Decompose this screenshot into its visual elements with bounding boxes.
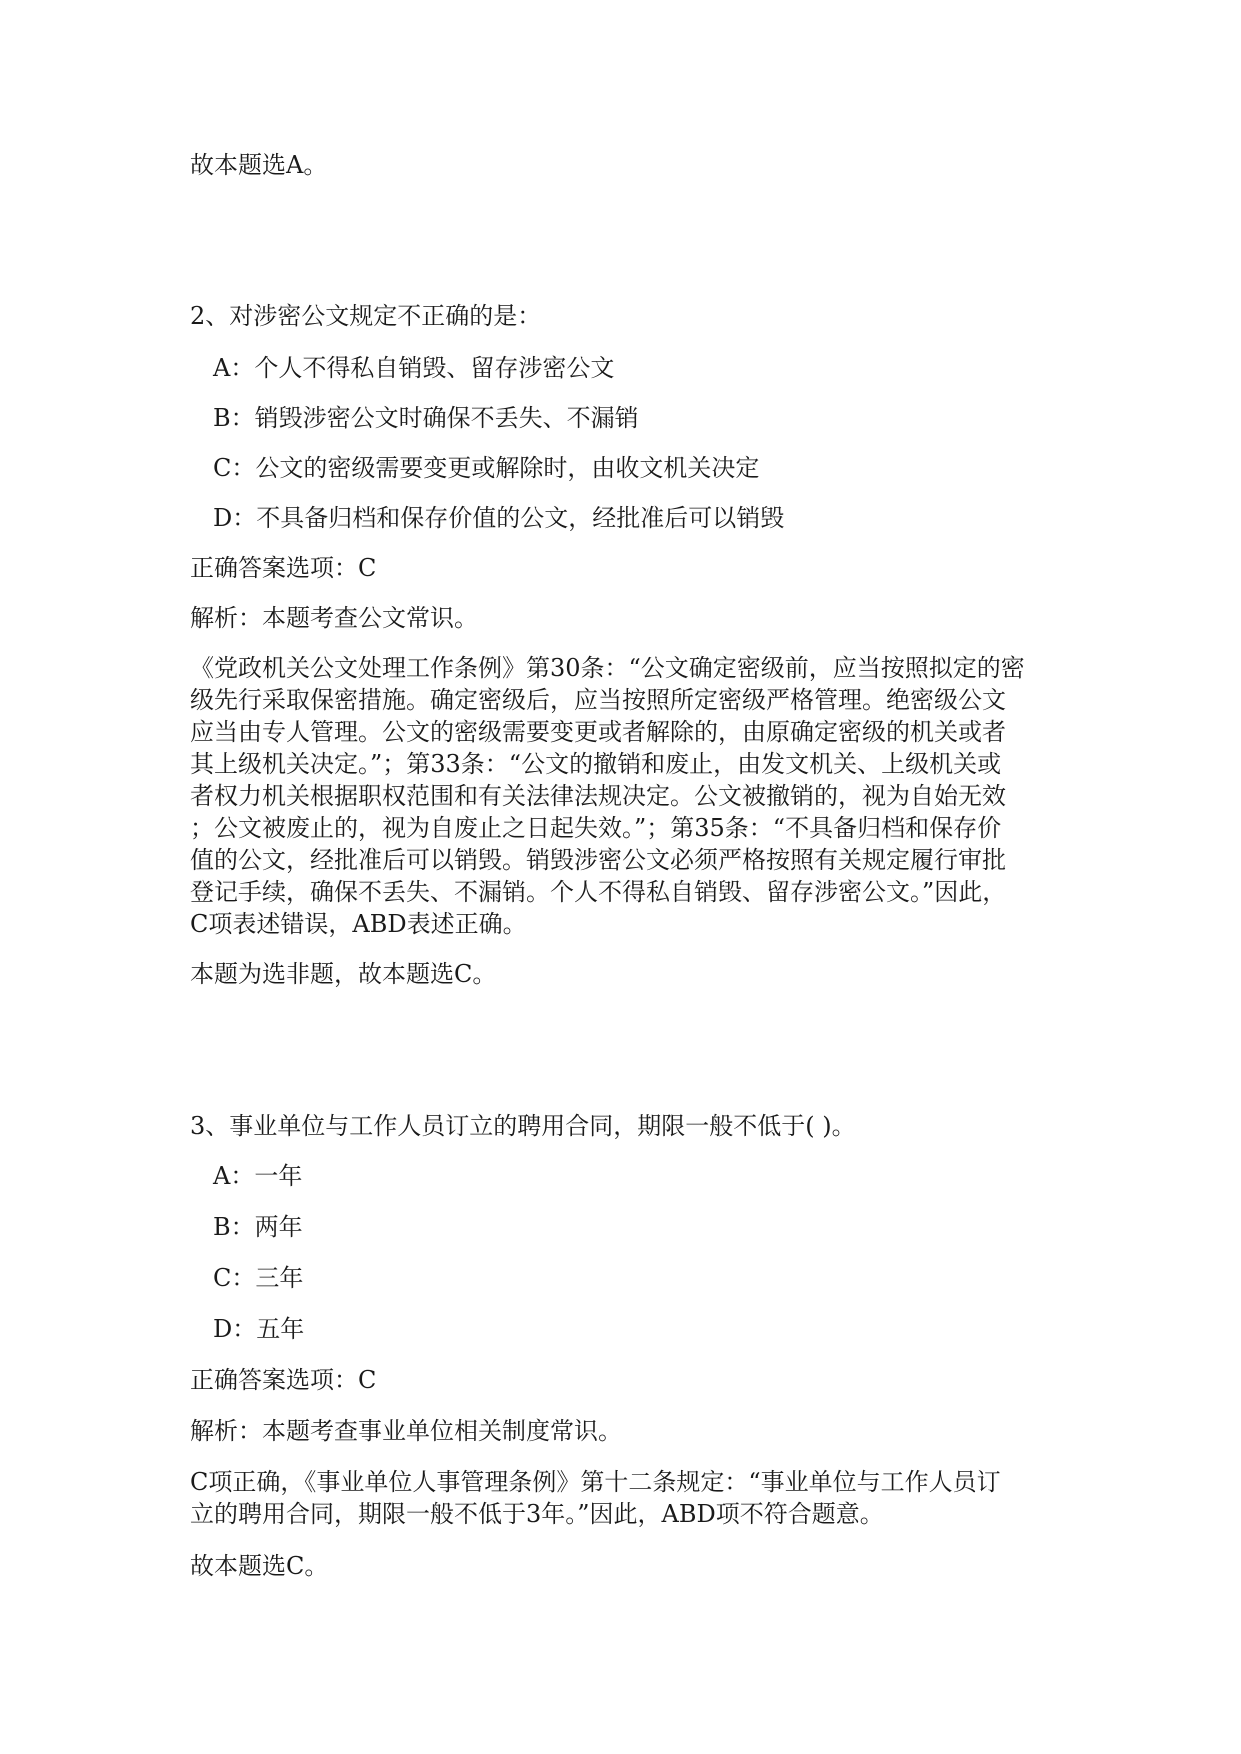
question-2-analysis-line: 登记手续，确保不丢失、不漏销。个人不得私自销毁、留存涉密公文。”因此，: [190, 878, 1007, 906]
question-2-answer: 正确答案选项：C: [190, 554, 377, 582]
question-2-option-a: A：个人不得私自销毁、留存涉密公文: [213, 354, 615, 382]
question-2-option-d: D：不具备归档和保存价值的公文，经批准后可以销毁: [213, 504, 785, 532]
question-2-conclusion: 本题为选非题，故本题选C。: [190, 960, 497, 988]
question-2-analysis-line: 其上级机关决定。”；第33条：“公文的撤销和废止，由发文机关、上级机关或: [190, 750, 1002, 778]
question-2-analysis-line: 应当由专人管理。公文的密级需要变更或者解除的，由原确定密级的机关或者: [190, 718, 1006, 746]
question-2-analysis-line: 级先行采取保密措施。确定密级后，应当按照所定密级严格管理。绝密级公文: [190, 686, 1006, 714]
question-2-option-c: C：公文的密级需要变更或解除时，由收文机关决定: [213, 454, 760, 482]
question-2-analysis-line: C项表述错误，ABD表述正确。: [190, 910, 527, 938]
question-2-option-b: B：销毁涉密公文时确保不丢失、不漏销: [213, 404, 639, 432]
question-3-option-d: D：五年: [213, 1315, 305, 1343]
question-3-option-b: B：两年: [213, 1213, 303, 1241]
question-2-stem: 2、对涉密公文规定不正确的是：: [190, 302, 542, 330]
question-2-analysis-line: 者权力机关根据职权范围和有关法律法规决定。公文被撤销的，视为自始无效: [190, 782, 1006, 810]
question-3-analysis-line: 立的聘用合同，期限一般不低于3年。”因此，ABD项不符合题意。: [190, 1500, 884, 1528]
question-3-conclusion: 故本题选C。: [190, 1552, 329, 1580]
question-3-stem: 3、事业单位与工作人员订立的聘用合同，期限一般不低于( )。: [190, 1112, 856, 1140]
question-2-analysis-line: ；公文被废止的，视为自废止之日起失效。”；第35条：“不具备归档和保存价: [190, 814, 1002, 842]
question-3-analysis-line: C项正确，《事业单位人事管理条例》第十二条规定：“事业单位与工作人员订: [190, 1468, 1001, 1496]
previous-conclusion: 故本题选A。: [190, 151, 328, 179]
question-3-analysis-intro: 解析：本题考查事业单位相关制度常识。: [190, 1417, 622, 1445]
question-2-analysis-line: 值的公文，经批准后可以销毁。销毁涉密公文必须严格按照有关规定履行审批: [190, 846, 1006, 874]
question-3-option-a: A：一年: [213, 1162, 303, 1190]
question-3-answer: 正确答案选项：C: [190, 1366, 377, 1394]
question-2-analysis-intro: 解析：本题考查公文常识。: [190, 604, 478, 632]
question-2-analysis-line: 《党政机关公文处理工作条例》第30条：“公文确定密级前，应当按照拟定的密: [190, 654, 1025, 682]
question-3-option-c: C：三年: [213, 1264, 304, 1292]
